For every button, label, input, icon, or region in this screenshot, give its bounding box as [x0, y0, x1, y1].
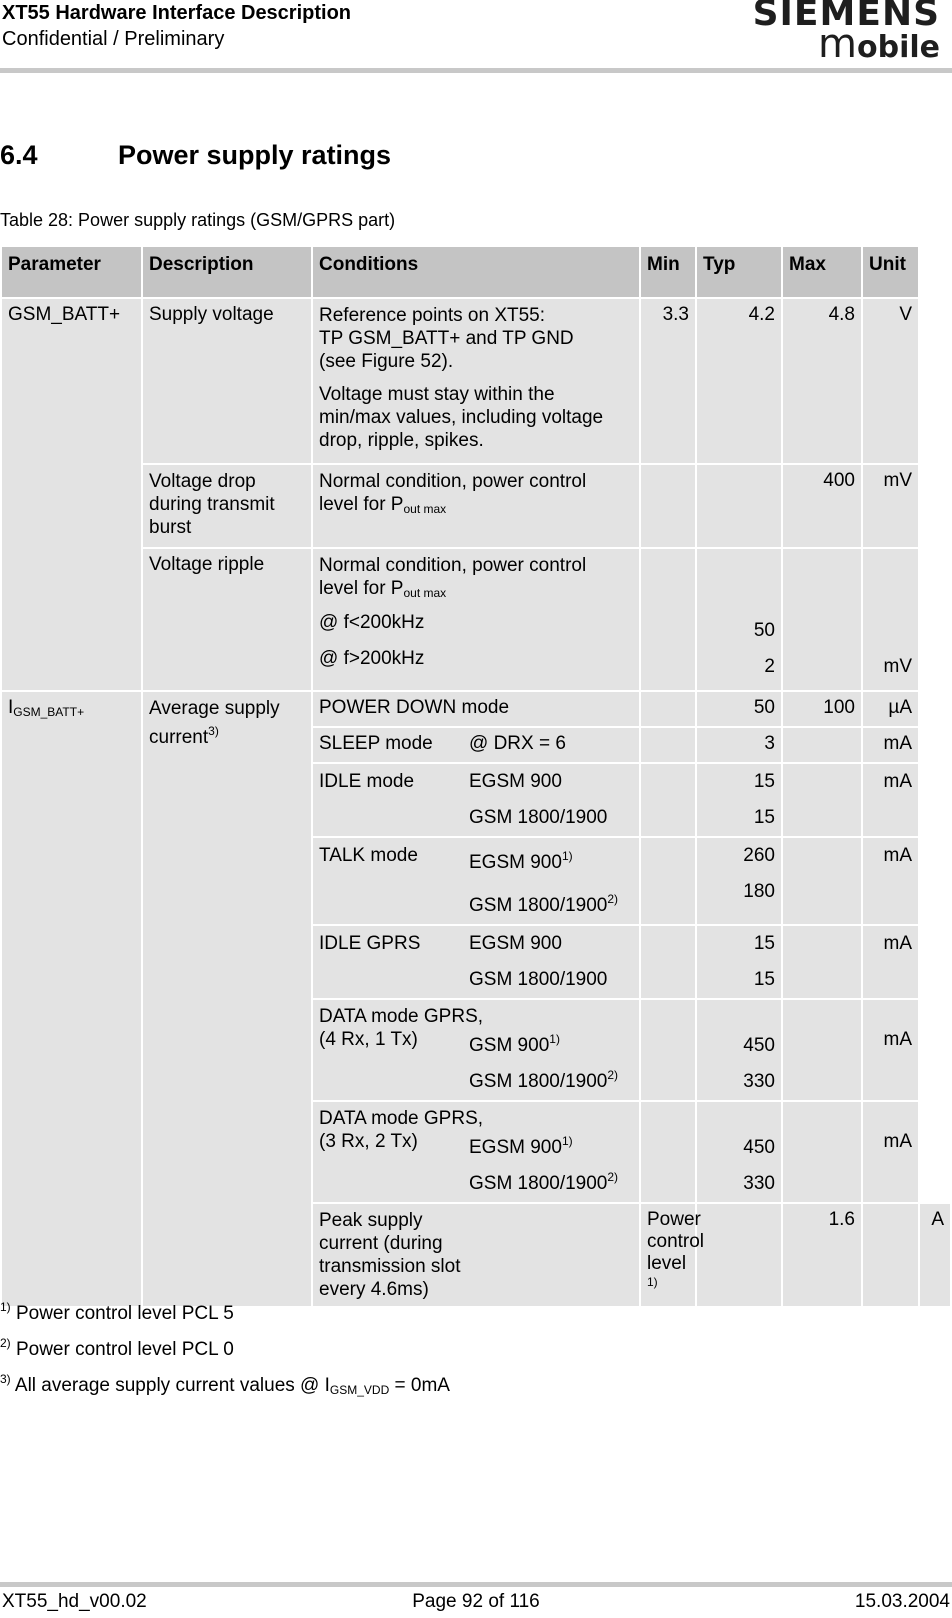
band-label: EGSM 900	[469, 852, 562, 873]
section-heading	[0, 140, 391, 171]
desc-line: Average supply	[149, 698, 280, 719]
cond-subscript: out max	[403, 502, 447, 516]
band-superscript: 1)	[561, 1134, 573, 1148]
header-title: XT55 Hardware Interface Description	[2, 2, 352, 24]
desc-line: Peak supply	[319, 1210, 423, 1231]
band-superscript: 1)	[549, 1032, 560, 1046]
max-empty	[783, 836, 861, 924]
footer-date: 15.03.2004	[854, 1591, 950, 1612]
typ-values	[697, 762, 781, 836]
min-value: 3.3	[641, 297, 695, 463]
cond-line: @ f<200kHz	[319, 612, 425, 633]
col-header-description: Description	[143, 245, 311, 297]
mode-condition: @ DRX = 6	[469, 733, 566, 754]
cond-text: level for P	[319, 494, 404, 515]
max-empty	[783, 1100, 861, 1202]
band-label: EGSM 900	[469, 1137, 562, 1158]
min-empty	[697, 1202, 781, 1306]
max-value: 4.8	[783, 297, 861, 463]
logo-sub-rest: obile	[857, 30, 940, 65]
header-subtitle: Confidential / Preliminary	[2, 28, 225, 50]
band-label: GSM 1800/1900	[469, 969, 608, 990]
min-empty	[641, 547, 695, 690]
cond-line: Reference points on XT55:	[319, 305, 546, 326]
band-label: GSM 1800/1900	[469, 807, 608, 828]
typ-value: 3	[697, 726, 781, 762]
typ-values	[697, 836, 781, 924]
typ-values	[697, 998, 781, 1100]
typ-value: 50	[753, 620, 775, 641]
typ-values	[697, 924, 781, 998]
cond-line: Normal condition, power control	[319, 555, 587, 576]
mode-label: (4 Rx, 1 Tx)	[319, 1029, 418, 1050]
min-empty	[641, 924, 695, 998]
typ-values	[697, 547, 781, 690]
cond-text: level for P	[319, 578, 404, 599]
cond-data-4rx	[313, 998, 639, 1100]
unit-value	[863, 1100, 918, 1202]
logo-sub	[753, 21, 940, 67]
desc-line	[149, 720, 305, 749]
band-superscript: 2)	[607, 892, 619, 906]
param-main: I	[8, 697, 14, 718]
typ-value: 2	[764, 656, 775, 677]
col-header-unit: Unit	[863, 245, 918, 297]
cond-line: min/max values, including voltage	[319, 407, 604, 428]
table-row	[2, 547, 950, 690]
desc-superscript: 3)	[208, 724, 219, 738]
max-empty	[783, 924, 861, 998]
band-superscript: 1)	[561, 849, 573, 863]
unit-value: V	[863, 297, 918, 463]
cond-supply-voltage	[313, 297, 639, 463]
cond-line: @ f>200kHz	[319, 648, 425, 669]
min-empty	[641, 836, 695, 924]
desc-text: current	[149, 727, 209, 748]
table-caption: Table 28: Power supply ratings (GSM/GPRS part)	[0, 210, 396, 230]
unit-value	[863, 762, 918, 836]
footer-doc-id: XT55_hd_v00.02	[2, 1591, 147, 1612]
max-empty	[783, 726, 861, 762]
desc-peak-current	[313, 1202, 639, 1306]
mode-label: SLEEP mode	[319, 733, 433, 754]
typ-value: 15	[753, 807, 775, 828]
unit-value	[863, 836, 918, 924]
table-header-row	[2, 245, 950, 297]
footnote-text: Power control level PCL 5	[10, 1303, 234, 1324]
header-rule	[0, 68, 952, 73]
col-header-min: Min	[641, 245, 695, 297]
logo-sub-m: m	[818, 21, 857, 67]
section-number: 6.4	[0, 140, 38, 170]
footnote-mark: 2)	[0, 1336, 11, 1350]
unit-value	[863, 924, 918, 998]
typ-value: 450	[743, 1137, 775, 1158]
unit-text: mA	[883, 845, 912, 866]
cond-line: drop, ripple, spikes.	[319, 430, 484, 451]
min-empty	[641, 690, 695, 726]
typ-value: 15	[753, 933, 775, 954]
logo-brand: SIEMENS	[752, 0, 940, 34]
table-row	[2, 690, 950, 726]
desc-average-current	[143, 690, 311, 1306]
desc-voltage-drop	[143, 463, 311, 547]
desc-line: burst	[149, 517, 192, 538]
footnote-2	[0, 1336, 450, 1372]
param-i-gsm-batt	[2, 690, 141, 1306]
unit-value	[863, 547, 918, 690]
typ-value: 330	[743, 1071, 775, 1092]
typ-value: 4.2	[697, 297, 781, 463]
footnote-mark: 3)	[0, 1372, 11, 1386]
footer-page-number: Page 92 of 116	[412, 1591, 540, 1612]
band-label: GSM 1800/1900	[469, 895, 608, 916]
table-row	[2, 463, 950, 547]
mode-label: DATA mode GPRS,	[319, 1108, 484, 1129]
desc-line: Voltage drop	[149, 471, 256, 492]
section-title: Power supply ratings	[118, 140, 392, 170]
unit-text: mA	[883, 933, 912, 954]
typ-value: 330	[743, 1173, 775, 1194]
typ-value: 15	[753, 969, 775, 990]
footnote-text: All average supply current values @ I	[10, 1375, 330, 1396]
cond-superscript: 1)	[647, 1275, 658, 1289]
typ-value: 180	[743, 881, 775, 902]
footnote-3	[0, 1372, 450, 1408]
band-label: GSM 1800/1900	[469, 1071, 608, 1092]
siemens-mobile-logo	[752, 0, 940, 67]
footnotes	[0, 1300, 450, 1408]
band-label: EGSM 900	[469, 771, 562, 792]
footnote-subscript: GSM_VDD	[329, 1383, 390, 1397]
col-header-typ: Typ	[697, 245, 781, 297]
table-row	[2, 297, 950, 463]
desc-line: transmission slot	[319, 1256, 461, 1277]
band-label: GSM 1800/1900	[469, 1173, 608, 1194]
unit-text: mA	[883, 1131, 912, 1152]
col-header-parameter: Parameter	[2, 245, 141, 297]
mode-label: IDLE GPRS	[319, 933, 421, 954]
min-empty	[641, 762, 695, 836]
footnote-text: Power control level PCL 0	[10, 1339, 234, 1360]
max-empty	[783, 762, 861, 836]
col-header-conditions: Conditions	[313, 245, 639, 297]
mode-label: (3 Rx, 2 Tx)	[319, 1131, 418, 1152]
typ-value: 260	[743, 845, 775, 866]
unit-text: mA	[883, 1029, 912, 1050]
min-empty	[641, 726, 695, 762]
desc-line: current (during	[319, 1233, 443, 1254]
cond-idle-gprs	[313, 924, 639, 998]
cond-talk	[313, 836, 639, 924]
cond-line: Normal condition, power control	[319, 471, 587, 492]
unit-text: mV	[883, 656, 912, 677]
mode-label: IDLE mode	[319, 771, 415, 792]
cond-subscript: out max	[403, 586, 447, 600]
band-superscript: 2)	[607, 1170, 619, 1184]
cond-text: Power control level	[647, 1209, 705, 1274]
cond-line: Voltage must stay within the	[319, 384, 555, 405]
band-label: EGSM 900	[469, 933, 562, 954]
cond-line	[319, 493, 633, 521]
cond-peak	[641, 1202, 705, 1306]
cond-voltage-ripple	[313, 547, 639, 690]
min-empty	[641, 463, 695, 547]
typ-value: 450	[743, 1035, 775, 1056]
cond-sleep	[313, 726, 639, 762]
footer-rule	[0, 1582, 952, 1587]
cond-line: TP GSM_BATT+ and TP GND	[319, 328, 574, 349]
unit-value: A	[920, 1202, 950, 1306]
band-superscript: 2)	[607, 1068, 619, 1082]
desc-supply-voltage: Supply voltage	[143, 297, 311, 463]
col-header-max: Max	[783, 245, 861, 297]
unit-value: mV	[863, 463, 918, 547]
mode-label: DATA mode GPRS,	[319, 1006, 484, 1027]
typ-empty	[697, 463, 781, 547]
desc-voltage-ripple: Voltage ripple	[143, 547, 311, 690]
unit-value	[863, 998, 918, 1100]
param-subscript: GSM_BATT+	[13, 705, 85, 719]
typ-value: 15	[753, 771, 775, 792]
band-label: GSM 900	[469, 1035, 550, 1056]
unit-value: mA	[863, 726, 918, 762]
cond-power-down: POWER DOWN mode	[313, 690, 639, 726]
typ-values	[697, 1100, 781, 1202]
power-supply-table	[0, 245, 952, 1306]
footnote-mark: 1)	[0, 1300, 11, 1314]
footnote-text: = 0mA	[389, 1375, 450, 1396]
max-value: 400	[783, 463, 861, 547]
param-gsm-batt: GSM_BATT+	[2, 297, 141, 690]
cond-line: (see Figure 52).	[319, 351, 454, 372]
cond-voltage-drop	[313, 463, 639, 547]
min-empty	[641, 1100, 695, 1202]
max-empty	[783, 998, 861, 1100]
mode-label: TALK mode	[319, 845, 418, 866]
desc-line: every 4.6ms)	[319, 1279, 429, 1300]
footnote-1	[0, 1300, 450, 1336]
typ-value: 50	[697, 690, 781, 726]
max-value: 100	[783, 690, 861, 726]
unit-value: µA	[863, 690, 918, 726]
typ-value: 1.6	[783, 1202, 861, 1306]
min-empty	[641, 998, 695, 1100]
max-empty	[863, 1202, 918, 1306]
max-empty	[783, 547, 861, 690]
cond-line	[319, 577, 633, 605]
unit-text: mA	[883, 771, 912, 792]
cond-idle	[313, 762, 639, 836]
cond-data-3rx	[313, 1100, 639, 1202]
desc-line: during transmit	[149, 494, 275, 515]
